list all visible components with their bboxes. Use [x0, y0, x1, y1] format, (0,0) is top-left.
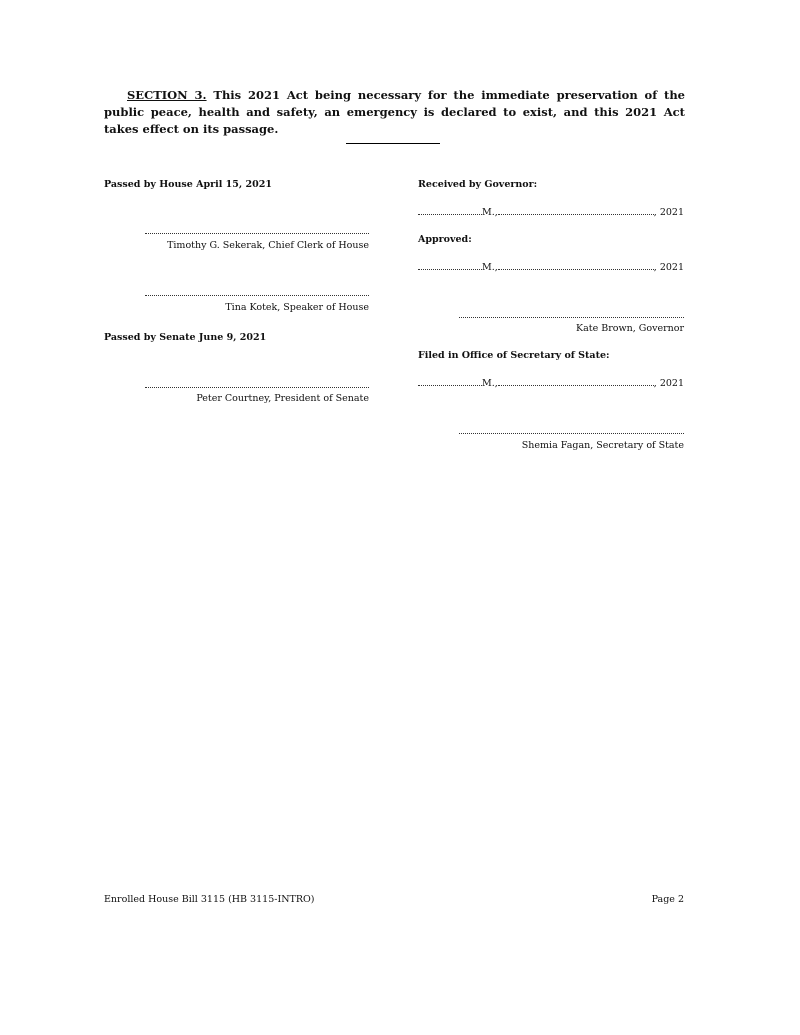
- filed-date-line: [418, 378, 684, 389]
- governor-name: Kate Brown, Governor: [576, 323, 684, 334]
- section-text: This 2021 Act being necessary for the immediate preservation of the public peace, health and safety, an emergency is declared to exist, and this 2021 Act takes effect on its passage.: [104, 88, 685, 136]
- approved-time-blank: [418, 269, 482, 270]
- filed-year: , 2021: [653, 378, 684, 389]
- approved-date-blank: [498, 269, 654, 270]
- footer-page-number: Page 2: [651, 894, 684, 905]
- section-divider: [346, 143, 440, 144]
- filed-time-blank: [418, 385, 482, 386]
- secretary-name: Shemia Fagan, Secretary of State: [521, 440, 684, 451]
- chief-clerk-signature-line: [145, 233, 369, 234]
- secretary-signature-line: [459, 433, 684, 434]
- approved-label: Approved:: [418, 234, 472, 245]
- approved-date-line: [418, 262, 684, 273]
- received-date-line: [418, 207, 684, 218]
- received-year: , 2021: [653, 207, 684, 218]
- received-date-blank: [498, 214, 654, 215]
- footer-bill-id: Enrolled House Bill 3115 (HB 3115-INTRO): [104, 894, 315, 905]
- passed-senate-label: Passed by Senate June 9, 2021: [104, 332, 267, 343]
- speaker-name: Tina Kotek, Speaker of House: [225, 302, 369, 313]
- section-label: SECTION 3.: [127, 88, 207, 102]
- speaker-signature-line: [145, 295, 369, 296]
- filed-date-blank: [498, 385, 654, 386]
- passed-house-label: Passed by House April 15, 2021: [104, 179, 272, 190]
- chief-clerk-name: Timothy G. Sekerak, Chief Clerk of House: [167, 240, 369, 251]
- president-name: Peter Courtney, President of Senate: [196, 393, 369, 404]
- president-signature-line: [145, 387, 369, 388]
- filed-label: Filed in Office of Secretary of State:: [418, 350, 610, 361]
- received-by-governor-label: Received by Governor:: [418, 179, 538, 190]
- governor-signature-line: [459, 317, 684, 318]
- approved-year: , 2021: [653, 262, 684, 273]
- filed-m-label: M.,: [482, 378, 498, 389]
- received-m-label: M.,: [482, 207, 498, 218]
- received-time-blank: [418, 214, 482, 215]
- approved-m-label: M.,: [482, 262, 498, 273]
- section-3-paragraph: [104, 87, 685, 138]
